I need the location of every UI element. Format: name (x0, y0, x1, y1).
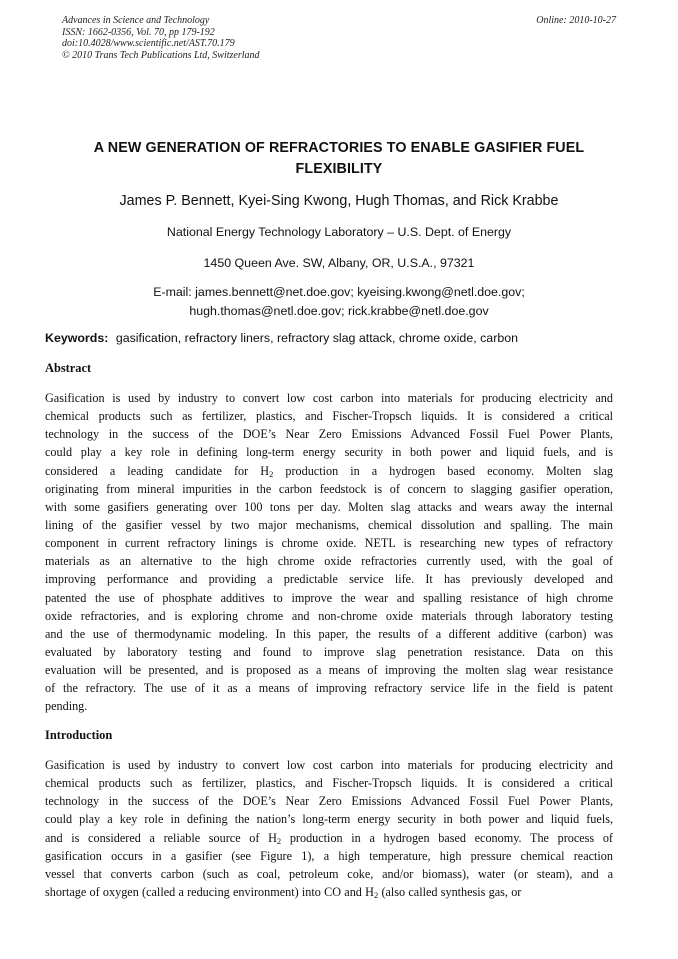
abstract-line: materials as an alternative to the high chrome oxide refractories currently used, with the goal of (45, 554, 613, 569)
email-line-1: E-mail: james.bennett@net.doe.gov; kyeising.kwong@netl.doe.gov; (153, 285, 525, 299)
introduction-line: Gasification is used by industry to convert low cost carbon into materials for producing electricity and (45, 758, 613, 772)
paper-title-line-2: FLEXIBILITY (295, 161, 383, 177)
journal-copyright: © 2010 Trans Tech Publications Ltd, Switzerland (62, 49, 260, 61)
paper-title (45, 138, 633, 180)
paper-title-line-1: A NEW GENERATION OF REFRACTORIES TO ENABLE GASIFIER FUEL (93, 140, 585, 156)
introduction-line: gasification occurs in a gasifier (see Figure 1), a high temperature, high pressure chemical reaction (45, 848, 613, 863)
abstract-line: lining of the gasifier vessel by two major mechanisms, chemical dissolution and spalling. The main (45, 517, 613, 532)
abstract-line: pending. (45, 699, 88, 714)
introduction-line: and is considered a reliable source of $H_2$ production in a hydrogen based economy. The process of (45, 830, 613, 846)
introduction-line: shortage of oxygen (called a reducing environment) into CO and $H_2$ (also called synthesis gas, or (45, 884, 522, 900)
abstract-line: evaluation will be presented, and is proposed as a means of improving the molten slag wear resistance (45, 663, 613, 678)
abstract-line: chemical products such as fertilizer, plastics, and Fischer-Tropsch liquids. It is considered a critical (45, 409, 613, 424)
abstract-line: component in current refractory linings is chrome oxide. NETL is researching new types of refractory (45, 536, 613, 551)
abstract-heading: Abstract (45, 361, 92, 375)
abstract-line: oxide refractories, and is exploring chrome and non-chrome oxide materials through laboratory testing (45, 608, 613, 623)
abstract-line: improving performance and providing a predictable service life. It has previously developed and (45, 572, 613, 587)
abstract-line: with some gasifiers generating over 100 tons per day. Molten slag attacks and wears away the internal (45, 499, 613, 514)
keywords-label: Keywords: (45, 331, 109, 345)
keywords (45, 330, 633, 347)
abstract-line: considered a leading candidate for $H_2$ production in a hydrogen based economy. Molten slag (45, 463, 613, 479)
email-line-2: hugh.thomas@netl.doe.gov; rick.krabbe@netl.doe.gov (189, 303, 489, 318)
introduction-line: vessel that converts carbon (such as coal, petroleum coke, and/or biomass), water (or steam), and a (45, 866, 613, 881)
journal-doi: doi:10.4028/www.scientific.net/AST.70.179 (62, 38, 235, 49)
affiliation-line-1: National Energy Technology Laboratory – U.S. Dept. of Energy (166, 225, 512, 239)
abstract-body (45, 389, 613, 716)
journal-header (62, 15, 260, 61)
introduction-heading: Introduction (45, 728, 113, 742)
keywords-text: gasification, refractory liners, refractory slag attack, chrome oxide, carbon (115, 331, 518, 345)
online-date: Online: 2010-10-27 (536, 15, 616, 26)
abstract-line: evaluated by laboratory testing and found to improve slag penetration resistance. Data on this (45, 644, 613, 659)
abstract-line: could play a key role in defining long-term energy security in both power and liquid fuels, and is (45, 445, 613, 460)
abstract-line: technology in the success of the DOE’s Near Zero Emissions Advanced Fossil Fuel Power Plants, (45, 427, 613, 442)
abstract-line: Gasification is used by industry to convert low cost carbon into materials for producing electricity and (45, 391, 613, 405)
author-list: James P. Bennett, Kyei-Sing Kwong, Hugh Thomas, and Rick Krabbe (119, 193, 559, 209)
abstract-line: of the refractory. The use of it as a means of improving refractory service life in the field is patent (45, 681, 613, 696)
journal-issn: ISSN: 1662-0356, Vol. 70, pp 179-192 (62, 26, 215, 38)
affiliation-address: 1450 Queen Ave. SW, Albany, OR, U.S.A., 97321 (203, 256, 475, 270)
introduction-line: chemical products such as fertilizer, plastics, and Fischer-Tropsch liquids. It is considered a critical (45, 776, 613, 791)
abstract-line: patented the use of phosphate additives to improve the wear and spalling resistance of high chrome (45, 590, 613, 605)
journal-name: Advances in Science and Technology (62, 15, 210, 26)
abstract-line: and the use of thermodynamic modeling. In this paper, the results of a different additive (carbon) was (45, 626, 613, 641)
introduction-line: could play a key role in defining the nation’s long-term energy security in both power and liquid fuels, (45, 812, 613, 827)
author-emails (45, 283, 633, 320)
introduction-line: technology in the success of the DOE’s Near Zero Emissions Advanced Fossil Fuel Power Plants, (45, 794, 613, 809)
abstract-line: originating from mineral impurities in the carbon feedstock is of concern to slagging gasifier operation, (45, 481, 613, 496)
introduction-body (45, 756, 613, 901)
